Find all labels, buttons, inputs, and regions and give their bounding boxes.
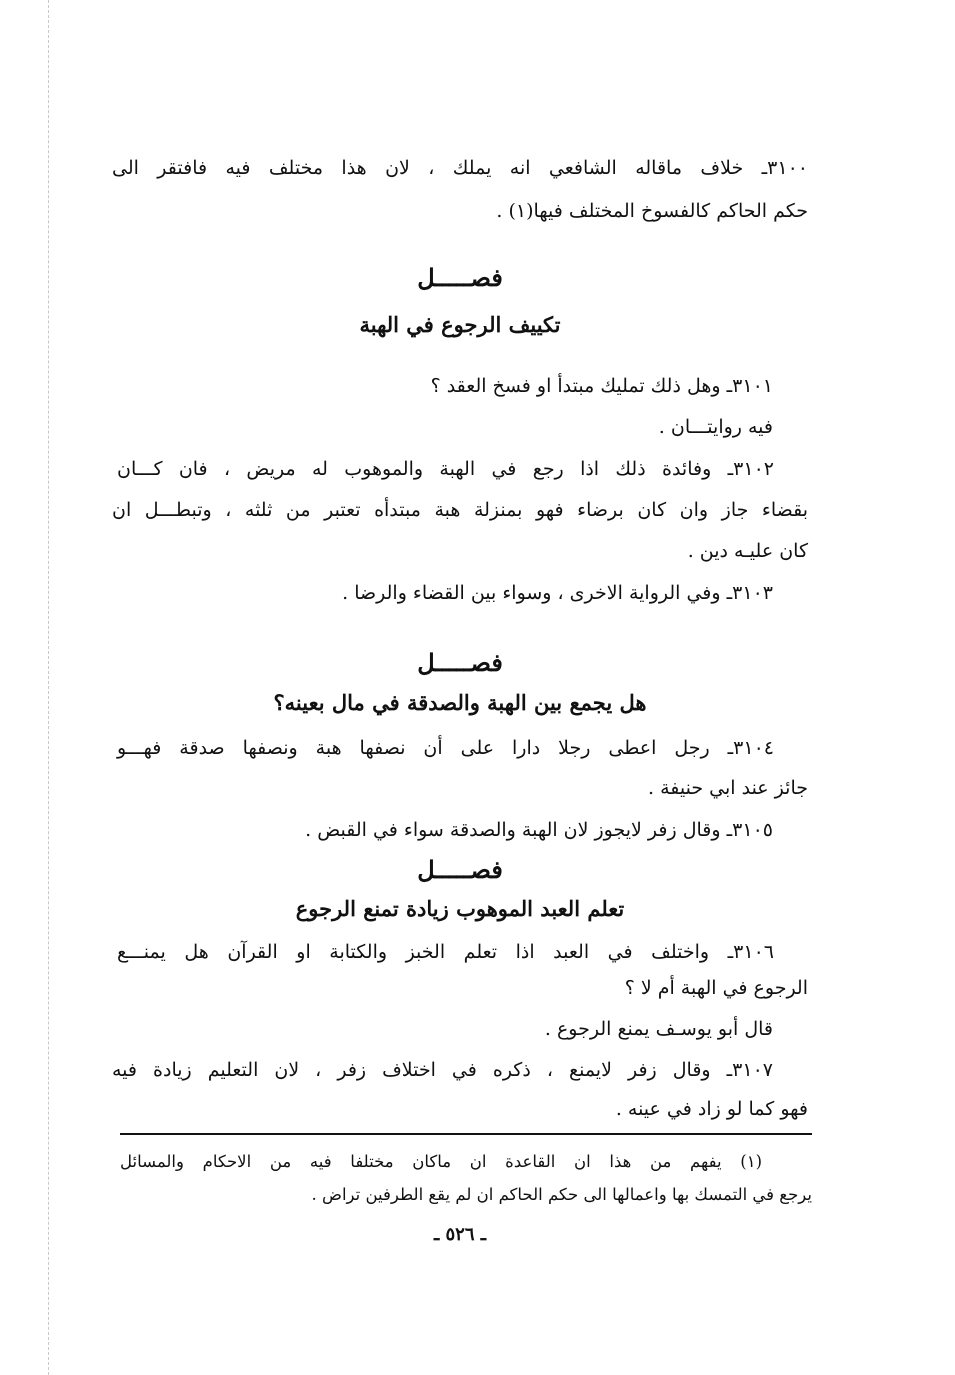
paragraph-3102-line-3: كان عليـه دين . [687,540,808,562]
footnote-line-1: (١) يفهم من هذا ان القاعدة ان ماكان مختلفا فيه من الاحكام والمسائل [120,1152,762,1171]
paragraph-3107-line-1: ٣١٠٧ـ وقال زفر لايمنع ، ذكره في اختلاف زفر ، لان التعليم زيادة فيه [112,1059,773,1081]
section-heading-fasl-3: فصـــــل [417,855,503,884]
paragraph-3103-line-1: ٣١٠٣ـ وفي الرواية الاخرى ، وسواء بين القضاء والرضا . [342,582,773,604]
paragraph-3101-line-2: فيه روايتـــان . [658,416,773,438]
footnote-separator [120,1133,812,1135]
paragraph-3100-line-1: ٣١٠٠ـ خلاف ماقاله الشافعي انه يملك ، لان هذا مختلف فيه فافتقر الى [112,157,808,179]
paragraph-3106-line-2: الرجوع في الهبة أم لا ؟ [624,977,808,999]
paragraph-3106-line-3: قال أبو يوسـف يمنع الرجوع . [544,1018,773,1040]
paragraph-3101-line-1: ٣١٠١ـ وهل ذلك تمليك مبتدأ او فسخ العقد ؟ [430,375,773,397]
paragraph-3104-line-1: ٣١٠٤ـ رجل اعطى رجلا دارا على أن نصفها هبة ونصفها صدقة فهـــو [117,737,774,759]
paragraph-3102-line-1: ٣١٠٢ـ وفائدة ذلك اذا رجع في الهبة والموهوب له مريض ، فان كـــان [117,458,774,480]
section-title-2: هل يجمع بين الهبة والصدقة في مال بعينه؟ [273,690,647,715]
footnote-line-2: يرجع في التمسك بها واعمالها الى حكم الحاكم ان لم يقع الطرفين تراض . [311,1185,812,1204]
paragraph-3107-line-2: فهو كما لو زاد في عينه . [615,1098,808,1120]
paragraph-3106-line-1: ٣١٠٦ـ واختلف في العبد اذا تعلم الخبز والكتابة او القرآن هل يمنـــع [117,941,774,963]
section-title-3: تعلم العبد الموهوب زيادة تمنع الرجوع [295,896,625,921]
paragraph-3105-line-1: ٣١٠٥ـ وقال زفر لايجوز لان الهبة والصدقة سواء في القبض . [305,819,773,841]
paragraph-3102-line-2: بقضاء جاز وان كان برضاء فهو بمنزلة هبة مبتدأه تعتبر من ثلثه ، وتبطـــل ان [112,499,808,521]
section-heading-fasl-2: فصـــــل [417,648,503,677]
paragraph-3104-line-2: جائز عند ابي حنيفة . [648,777,808,799]
page-number: ـ ٥٢٦ ـ [433,1224,487,1245]
paragraph-3100-line-2: حكم الحاكم كالفسوخ المختلف فيها(١) . [496,200,808,222]
section-heading-fasl-1: فصـــــل [417,263,503,292]
scan-fold-line [48,0,49,1375]
section-title-1: تكييف الرجوع في الهبة [359,312,561,337]
